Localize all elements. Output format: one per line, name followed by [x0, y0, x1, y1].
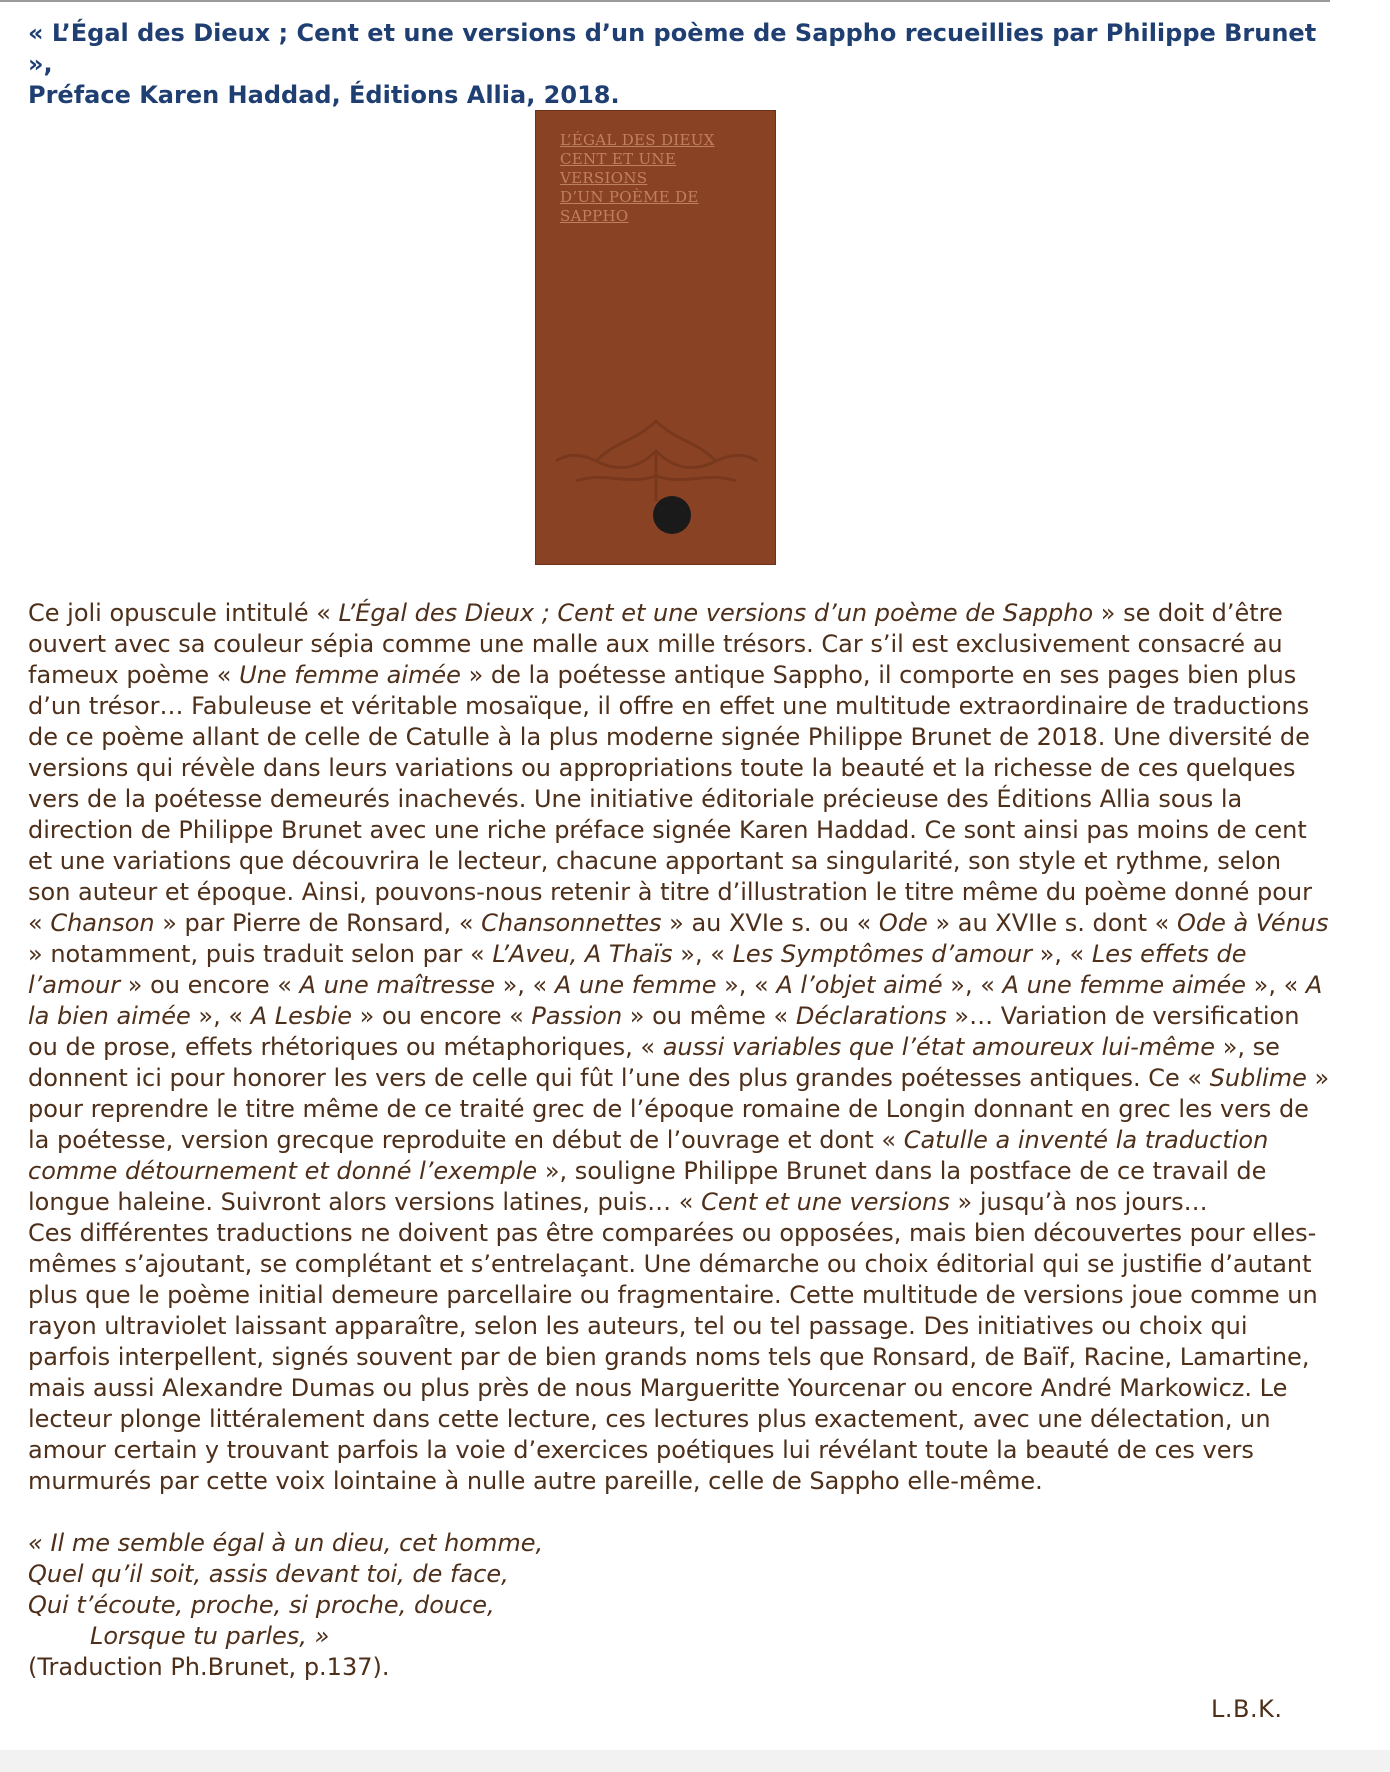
italic-title-run: Chanson [50, 909, 155, 937]
text-run: », souligne Philippe Brunet dans la postface de ce travail de longue haleine. Suivront alors versions latines, puis… « [28, 1157, 1267, 1216]
cover-title [560, 131, 756, 226]
author-signature: L.B.K. [1211, 1695, 1283, 1723]
italic-title-run: Déclarations [795, 1002, 947, 1030]
cover-ornament-icon [536, 401, 777, 511]
quote-line-4: Lorsque tu parles, » [90, 1622, 330, 1650]
text-run: » au XVIe s. ou « [661, 909, 879, 937]
cover-title-line-3: D’UN POÈME DE SAPPHO [560, 188, 699, 225]
article-body [28, 598, 1330, 1683]
article [28, 18, 1330, 1758]
cover-title-line-2: CENT ET UNE VERSIONS [560, 150, 677, 187]
book-cover-image [535, 110, 776, 565]
italic-title-run: Les Symptômes d’amour [732, 940, 1032, 968]
italic-title-run: Catulle a inventé la traduction comme détournement et donné l’exemple [28, 1126, 1269, 1185]
text-run: », « [190, 1002, 251, 1030]
text-run: » ou même « [622, 1002, 796, 1030]
italic-title-run: Ode à Vénus [1176, 909, 1329, 937]
italic-title-run: Cent et une versions [701, 1188, 950, 1216]
text-run: » au XVIIe s. dont « [927, 909, 1177, 937]
text-run: » par Pierre de Ronsard, « [154, 909, 482, 937]
italic-title-run: Les effets de l’amour [28, 940, 1247, 999]
poem-quote [28, 1528, 1330, 1683]
italic-title-run: L’Égal des Dieux ; Cent et une versions d’un poème de Sappho [338, 599, 1094, 627]
text-run: » jusqu’à nos jours… [949, 1188, 1208, 1216]
italic-title-run: Chansonnettes [481, 909, 662, 937]
text-run: », « [1031, 940, 1092, 968]
text-run: », « [942, 971, 1003, 999]
italic-title-run: A l’objet aimé [776, 971, 943, 999]
text-run: », « [716, 971, 777, 999]
italic-title-run: A une maîtresse [299, 971, 495, 999]
text-run: » se doit d’être ouvert avec sa couleur sépia comme une malle aux mille trésors. Car s’il est exclusivement consacré au fameux poème « [28, 599, 1283, 689]
text-run: », se donnent ici pour honorer les vers de celle qui fût l’une des plus grandes poétesses antiques. Ce « [28, 1033, 1280, 1092]
article-heading [28, 18, 1330, 111]
italic-title-run: A une femme aimée [1002, 971, 1247, 999]
italic-title-run: A Lesbie [250, 1002, 353, 1030]
text-run: », « [1246, 971, 1306, 999]
text-run: » notamment, puis traduit selon par « [28, 940, 493, 968]
text-run: » ou encore « [352, 1002, 532, 1030]
quote-line-3: Qui t’écoute, proche, si proche, douce, [28, 1591, 495, 1619]
paragraph-2: Ces différentes traductions ne doivent pas être comparées ou opposées, mais bien découvertes pour elles-mêmes s’ajoutant, se complétant et s’entrelaçant. Une démarche ou choix éditorial qui se justifie d’autant plus que le poème initial demeure parcellaire ou fragmentaire. Cette multitude de versions joue comme un rayon ultraviolet laissant apparaître, selon les auteurs, tel ou tel passage. Des initiatives ou choix qui parfois interpellent, signés souvent par de bien grands noms tels que Ronsard, de Baïf, Racine, Lamartine, mais aussi Alexandre Dumas ou plus près de nous Margueritte Yourcenar ou encore André Markowicz. Le lecteur plonge littéralement dans cette lecture, ces lectures plus exactement, avec une délectation, un amour certain y trouvant parfois la voie d’exercices poétiques lui révélant toute la beauté de ces vers murmurés par cette voix lointaine à nulle autre pareille, celle de Sappho elle-même. [28, 1219, 1318, 1495]
italic-title-run: Ode [878, 909, 928, 937]
quote-line-2: Quel qu’il soit, assis devant toi, de face, [28, 1560, 509, 1588]
italic-title-run: aussi variables que l’état amoureux lui-même [662, 1033, 1216, 1061]
italic-title-run: Une femme aimée [239, 661, 461, 689]
quote-line-1: « Il me semble égal à un dieu, cet homme, [28, 1529, 544, 1557]
book-cover [535, 110, 776, 565]
text-run: » pour reprendre le titre même de ce traité grec de l’époque romaine de Longin donnant en grec les vers de la poétesse, version grecque reproduite en début de l’ouvrage et dont « [28, 1064, 1330, 1154]
text-run: »… Variation de versification ou de prose, effets rhétoriques ou métaphoriques, « [28, 1002, 1300, 1061]
italic-title-run: Sublime [1209, 1064, 1307, 1092]
footer-band [0, 1750, 1390, 1772]
heading-line-1: « L’Égal des Dieux ; Cent et une versions d’un poème de Sappho recueillies par Philippe Brunet », [28, 19, 1317, 78]
cover-title-line-1: L’ÉGAL DES DIEUX [560, 131, 715, 149]
text-run: », « [672, 940, 733, 968]
italic-title-run: Passion [531, 1002, 623, 1030]
text-run: » ou encore « [120, 971, 300, 999]
text-run: Ce joli opuscule intitulé « [28, 599, 339, 627]
italic-title-run: A la bien aimée [28, 971, 1323, 1030]
quote-citation: (Traduction Ph.Brunet, p.137). [28, 1653, 390, 1681]
italic-title-run: L’Aveu, A Thaïs [492, 940, 673, 968]
italic-title-run: A une femme [554, 971, 717, 999]
heading-line-2: Préface Karen Haddad, Éditions Allia, 2018. [28, 81, 620, 109]
paragraph-1 [28, 598, 1330, 1218]
publisher-seal-icon [653, 496, 691, 534]
text-run: », « [494, 971, 555, 999]
top-divider [0, 0, 1330, 2]
text-run: » de la poétesse antique Sappho, il comporte en ses pages bien plus d’un trésor… Fabuleuse et véritable mosaïque, il offre en effet une multitude extraordinaire de traductions de ce poème allant de celle de Catulle à la plus moderne signée Philippe Brunet de 2018. Une diversité de versions qui révèle dans leurs variations ou appropriations toute la beauté et la richesse de ces quelques vers de la poétesse demeurés inachevés. Une initiative éditoriale précieuse des Éditions Allia sous la direction de Philippe Brunet avec une riche préface signée Karen Haddad. Ce sont ainsi pas moins de cent et une variations que découvrira le lecteur, chacune apportant sa singularité, son style et rythme, selon son auteur et époque. Ainsi, pouvons-nous retenir à titre d’illustration le titre même du poème donné pour « [28, 661, 1312, 937]
